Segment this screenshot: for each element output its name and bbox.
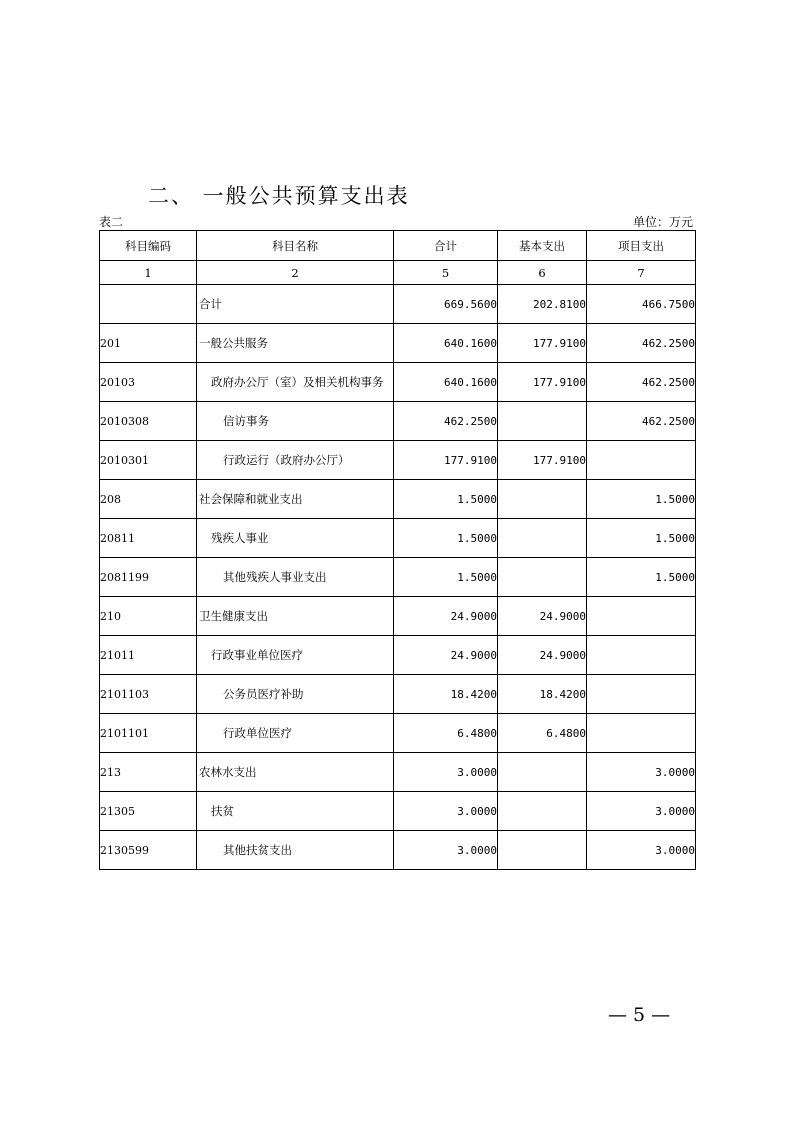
row-name: 公务员医疗补助: [197, 675, 394, 714]
row-name: 残疾人事业: [197, 519, 394, 558]
row-total: 3.0000: [394, 831, 498, 870]
row-basic: 202.8100: [498, 285, 587, 324]
index-7: 7: [587, 261, 696, 285]
row-name: 行政运行（政府办公厅）: [197, 441, 394, 480]
row-basic: 6.4800: [498, 714, 587, 753]
row-basic: [498, 831, 587, 870]
table-row: [100, 324, 696, 363]
index-6: 6: [498, 261, 587, 285]
row-code: 2101103: [100, 675, 197, 714]
row-basic: 24.9000: [498, 636, 587, 675]
row-total: 462.2500: [394, 402, 498, 441]
row-total: 1.5000: [394, 558, 498, 597]
row-basic: 18.4200: [498, 675, 587, 714]
row-code: 208: [100, 480, 197, 519]
table-row: [100, 714, 696, 753]
row-code: 2130599: [100, 831, 197, 870]
row-code: 210: [100, 597, 197, 636]
row-project: 462.2500: [587, 363, 696, 402]
row-basic: [498, 792, 587, 831]
table-row: [100, 753, 696, 792]
table-row: [100, 558, 696, 597]
row-total: 1.5000: [394, 519, 498, 558]
row-total: 640.1600: [394, 324, 498, 363]
row-total: 1.5000: [394, 480, 498, 519]
header-project: 项目支出: [587, 231, 696, 261]
row-code: 21305: [100, 792, 197, 831]
header-total: 合计: [394, 231, 498, 261]
row-project: 462.2500: [587, 402, 696, 441]
row-basic: [498, 753, 587, 792]
row-basic: 177.9100: [498, 363, 587, 402]
row-code: 2010308: [100, 402, 197, 441]
row-basic: [498, 519, 587, 558]
table-row: [100, 831, 696, 870]
page-title: 二、 一般公共预算支出表: [148, 184, 410, 208]
table-row: [100, 480, 696, 519]
row-code: 2081199: [100, 558, 197, 597]
row-project: 3.0000: [587, 753, 696, 792]
row-total: 3.0000: [394, 753, 498, 792]
row-code: 201: [100, 324, 197, 363]
table-row: [100, 636, 696, 675]
budget-expenditure-table: [99, 230, 696, 870]
row-basic: [498, 480, 587, 519]
header-name: 科目名称: [197, 231, 394, 261]
row-name: 农林水支出: [197, 753, 394, 792]
row-basic: 177.9100: [498, 441, 587, 480]
row-name: 政府办公厅（室）及相关机构事务: [197, 363, 394, 402]
row-total: 3.0000: [394, 792, 498, 831]
row-project: 3.0000: [587, 792, 696, 831]
table-row: [100, 402, 696, 441]
row-code: 20811: [100, 519, 197, 558]
row-name: 社会保障和就业支出: [197, 480, 394, 519]
row-total: 6.4800: [394, 714, 498, 753]
row-code: [100, 285, 197, 324]
row-name: 行政单位医疗: [197, 714, 394, 753]
index-1: 1: [100, 261, 197, 285]
row-project: [587, 636, 696, 675]
row-code: 2010301: [100, 441, 197, 480]
header-code: 科目编码: [100, 231, 197, 261]
table-row: [100, 792, 696, 831]
table-row: [100, 519, 696, 558]
row-project: [587, 441, 696, 480]
row-total: 24.9000: [394, 597, 498, 636]
table-number: 表二: [99, 215, 124, 229]
row-basic: [498, 558, 587, 597]
row-code: 21011: [100, 636, 197, 675]
table-row: [100, 285, 696, 324]
table-row: [100, 441, 696, 480]
row-project: 3.0000: [587, 831, 696, 870]
page-number: — 5 —: [608, 1004, 671, 1026]
column-index-row: [100, 261, 696, 285]
row-basic: 24.9000: [498, 597, 587, 636]
row-project: [587, 714, 696, 753]
row-total: 669.5600: [394, 285, 498, 324]
row-total: 640.1600: [394, 363, 498, 402]
row-total: 177.9100: [394, 441, 498, 480]
index-5: 5: [394, 261, 498, 285]
row-project: 1.5000: [587, 480, 696, 519]
row-total: 24.9000: [394, 636, 498, 675]
row-name: 卫生健康支出: [197, 597, 394, 636]
row-name: 信访事务: [197, 402, 394, 441]
row-code: 2101101: [100, 714, 197, 753]
row-project: 1.5000: [587, 558, 696, 597]
row-project: 1.5000: [587, 519, 696, 558]
row-total: 18.4200: [394, 675, 498, 714]
row-code: 20103: [100, 363, 197, 402]
row-code: 213: [100, 753, 197, 792]
row-name: 扶贫: [197, 792, 394, 831]
row-basic: [498, 402, 587, 441]
row-name: 行政事业单位医疗: [197, 636, 394, 675]
row-project: 466.7500: [587, 285, 696, 324]
row-name: 合计: [197, 285, 394, 324]
unit-label: 单位：万元: [632, 215, 693, 229]
header-row: [100, 231, 696, 261]
row-project: 462.2500: [587, 324, 696, 363]
table-row: [100, 363, 696, 402]
row-basic: 177.9100: [498, 324, 587, 363]
table-row: [100, 675, 696, 714]
row-name: 其他扶贫支出: [197, 831, 394, 870]
row-project: [587, 675, 696, 714]
index-2: 2: [197, 261, 394, 285]
row-name: 其他残疾人事业支出: [197, 558, 394, 597]
header-basic: 基本支出: [498, 231, 587, 261]
table-row: [100, 597, 696, 636]
row-project: [587, 597, 696, 636]
row-name: 一般公共服务: [197, 324, 394, 363]
